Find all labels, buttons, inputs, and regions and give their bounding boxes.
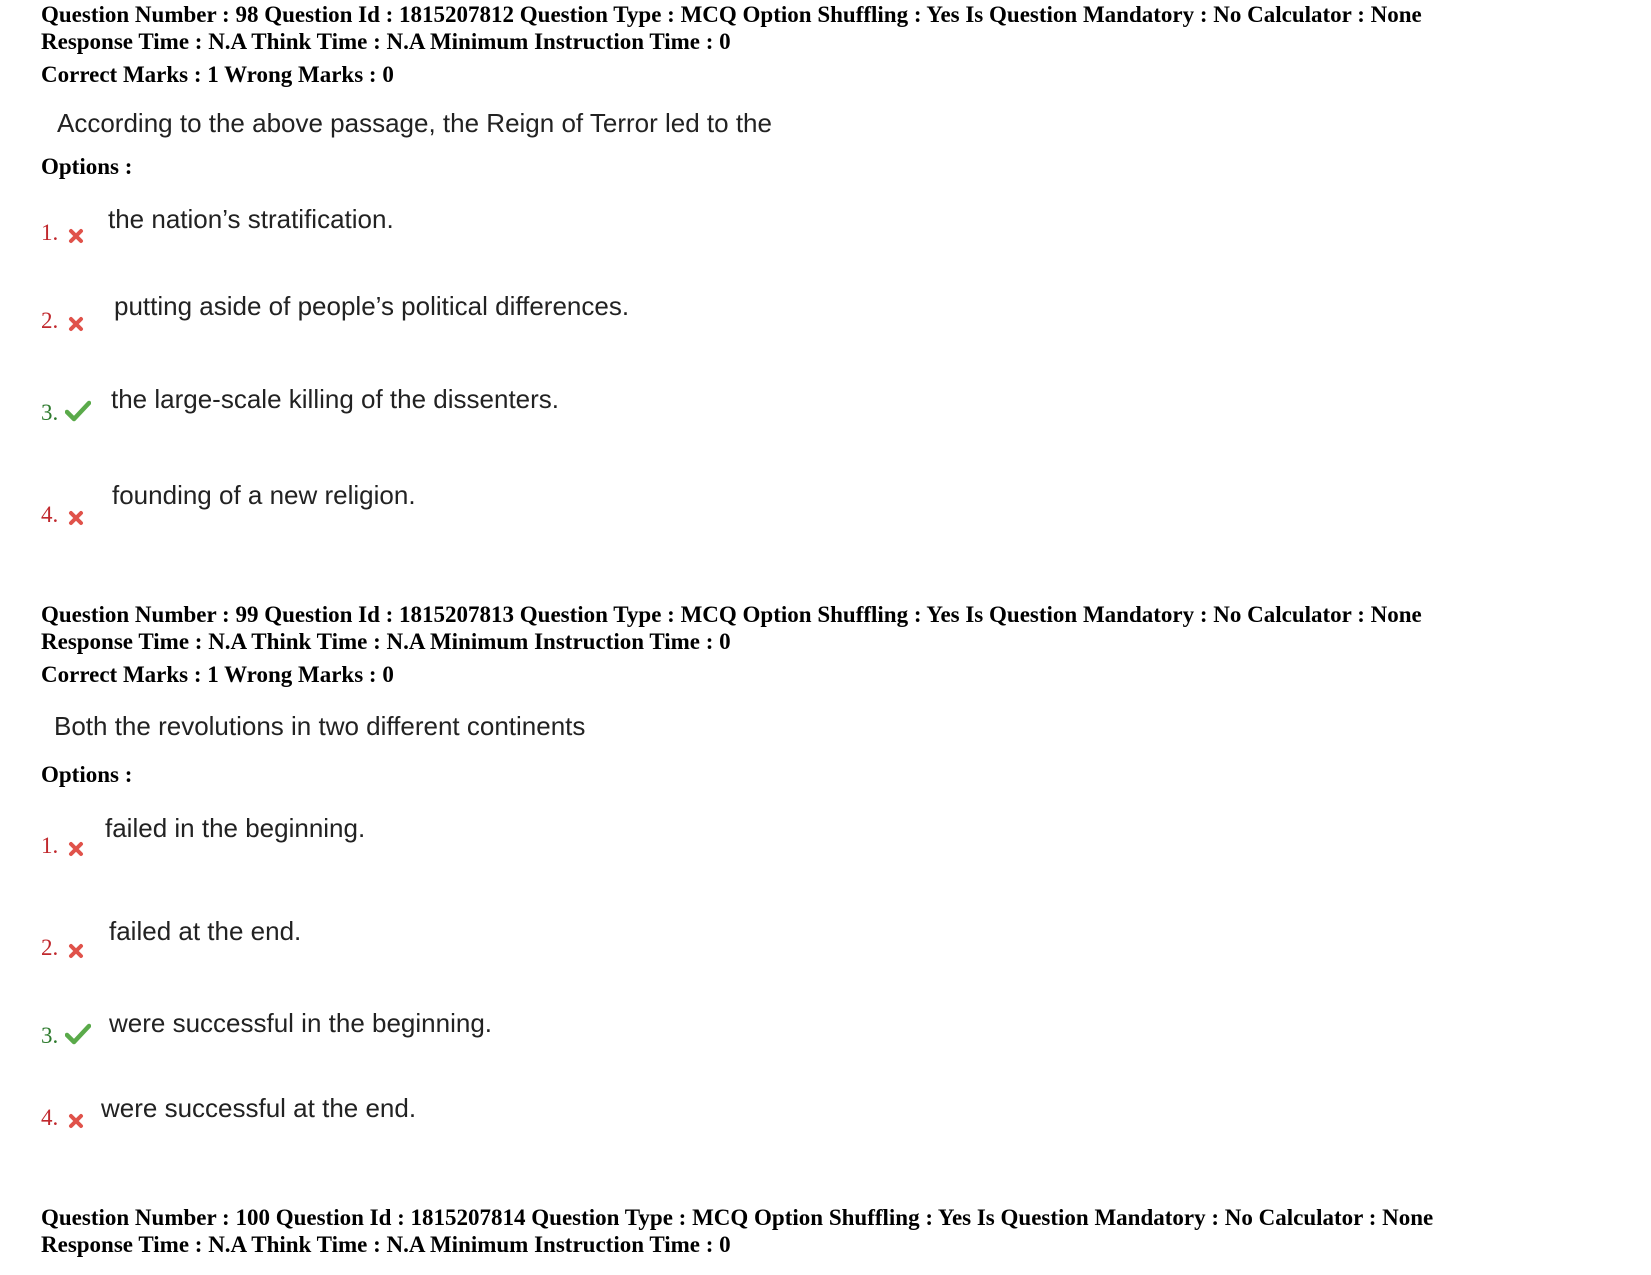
cross-mark-icon	[68, 228, 84, 249]
option-text: the large-scale killing of the dissenters.	[111, 384, 560, 414]
option-number: 1.	[41, 220, 59, 245]
option-text: were successful at the end.	[101, 1093, 417, 1123]
question-text: According to the above passage, the Reign of Terror led to the	[57, 108, 772, 138]
option-number: 3.	[41, 400, 59, 425]
option-text: the nation’s stratification.	[108, 204, 394, 234]
check-mark-icon	[65, 400, 91, 427]
cross-mark-icon	[68, 510, 84, 531]
options-label: Options :	[41, 154, 133, 179]
check-mark-icon	[65, 1023, 91, 1050]
option-number: 1.	[41, 833, 59, 858]
question-meta-line1: Question Number : 99 Question Id : 1815207813 Question Type : MCQ Option Shuffling : Yes Is Question Mandatory : No Calculator : None	[41, 602, 1422, 627]
options-label: Options :	[41, 762, 133, 787]
cross-mark-icon	[68, 1113, 84, 1134]
question-meta-line1: Question Number : 100 Question Id : 1815207814 Question Type : MCQ Option Shuffling : Yes Is Question Mandatory : No Calculator : None	[41, 1205, 1434, 1230]
option-text: were successful in the beginning.	[109, 1008, 493, 1038]
option-number: 4.	[41, 1105, 59, 1130]
question-meta-line1: Question Number : 98 Question Id : 1815207812 Question Type : MCQ Option Shuffling : Yes Is Question Mandatory : No Calculator : None	[41, 2, 1422, 27]
question-meta-line2: Response Time : N.A Think Time : N.A Minimum Instruction Time : 0	[41, 1232, 731, 1257]
question-marks: Correct Marks : 1 Wrong Marks : 0	[41, 662, 394, 687]
question-marks: Correct Marks : 1 Wrong Marks : 0	[41, 62, 394, 87]
option-number: 2.	[41, 935, 59, 960]
option-text: failed in the beginning.	[105, 813, 366, 843]
option-text: failed at the end.	[109, 916, 302, 946]
option-text: founding of a new religion.	[112, 480, 416, 510]
option-number: 4.	[41, 502, 59, 527]
option-number: 3.	[41, 1023, 59, 1048]
cross-mark-icon	[68, 841, 84, 862]
cross-mark-icon	[68, 316, 84, 337]
question-text: Both the revolutions in two different continents	[54, 711, 586, 741]
option-number: 2.	[41, 308, 59, 333]
cross-mark-icon	[68, 943, 84, 964]
question-meta-line2: Response Time : N.A Think Time : N.A Minimum Instruction Time : 0	[41, 629, 731, 654]
option-text: putting aside of people’s political differences.	[114, 291, 630, 321]
question-meta-line2: Response Time : N.A Think Time : N.A Minimum Instruction Time : 0	[41, 29, 731, 54]
